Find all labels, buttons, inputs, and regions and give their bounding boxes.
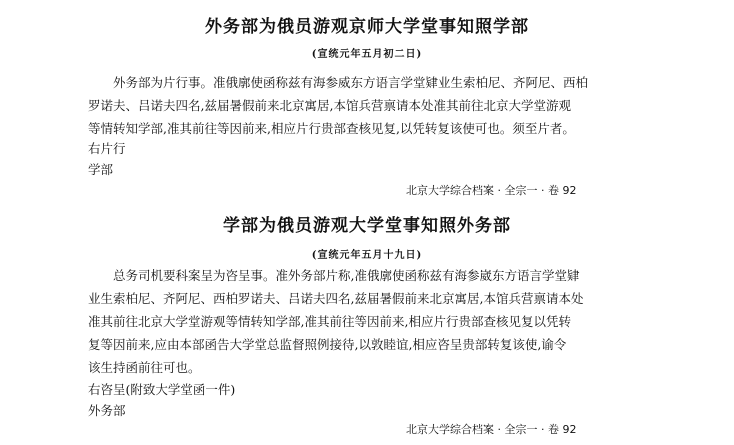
doc2-sig-1: 右咨呈(附致大学堂函一件) <box>88 382 236 397</box>
doc2-source: 北京大学综合档案 · 全宗一 · 卷 92 <box>406 423 577 436</box>
doc1-line: 等情转知学部,准其前往等因前来,相应片行贵部查核见复,以凭转复该使可也。须至片者。 <box>88 121 575 136</box>
doc1-line: 罗诺夫、吕诺夫四名,兹届暑假前来北京寓居,本馆兵营禀请本处准其前往北京大学堂游观 <box>88 98 571 113</box>
doc2-line: 总务司机要科案呈为咨呈事。准外务部片称,准俄廓使函称兹有海参崴东方语言学堂肄 <box>88 268 580 283</box>
doc1-source: 北京大学综合档案 · 全宗一 · 卷 92 <box>406 184 577 197</box>
doc2-title: 学部为俄员游观大学堂事知照外务部 <box>223 216 511 236</box>
doc1-body <box>88 71 648 140</box>
doc1-sig-1: 右片行 <box>88 141 126 156</box>
doc2-date: (宣统元年五月十九日) <box>311 250 423 261</box>
doc1-line: 外务部为片行事。准俄廓使函称兹有海参威东方语言学堂肄业生索柏尼、齐阿尼、西柏 <box>88 75 589 90</box>
doc2-line: 业生索柏尼、齐阿尼、西柏罗诺夫、吕诺夫四名,兹届暑假前来北京寓居,本馆兵营禀请本处 <box>88 291 584 306</box>
doc2-line: 该生持函前往可也。 <box>88 360 201 375</box>
doc1-date: (宣统元年五月初二日) <box>311 49 423 60</box>
doc1-recipient: 学部 <box>88 162 114 177</box>
doc2-line: 复等因前来,应由本部函告大学堂总监督照例接待,以敦睦谊,相应咨呈贵部转复该使,谕令 <box>88 337 567 352</box>
doc2-line: 准其前往北京大学堂游观等情转知学部,准其前往等因前来,相应片行贵部查核见复以凭转 <box>88 314 571 329</box>
doc2-body <box>88 264 648 379</box>
doc1-title: 外务部为俄员游观京师大学堂事知照学部 <box>205 17 529 37</box>
doc2-recipient: 外务部 <box>88 403 126 418</box>
